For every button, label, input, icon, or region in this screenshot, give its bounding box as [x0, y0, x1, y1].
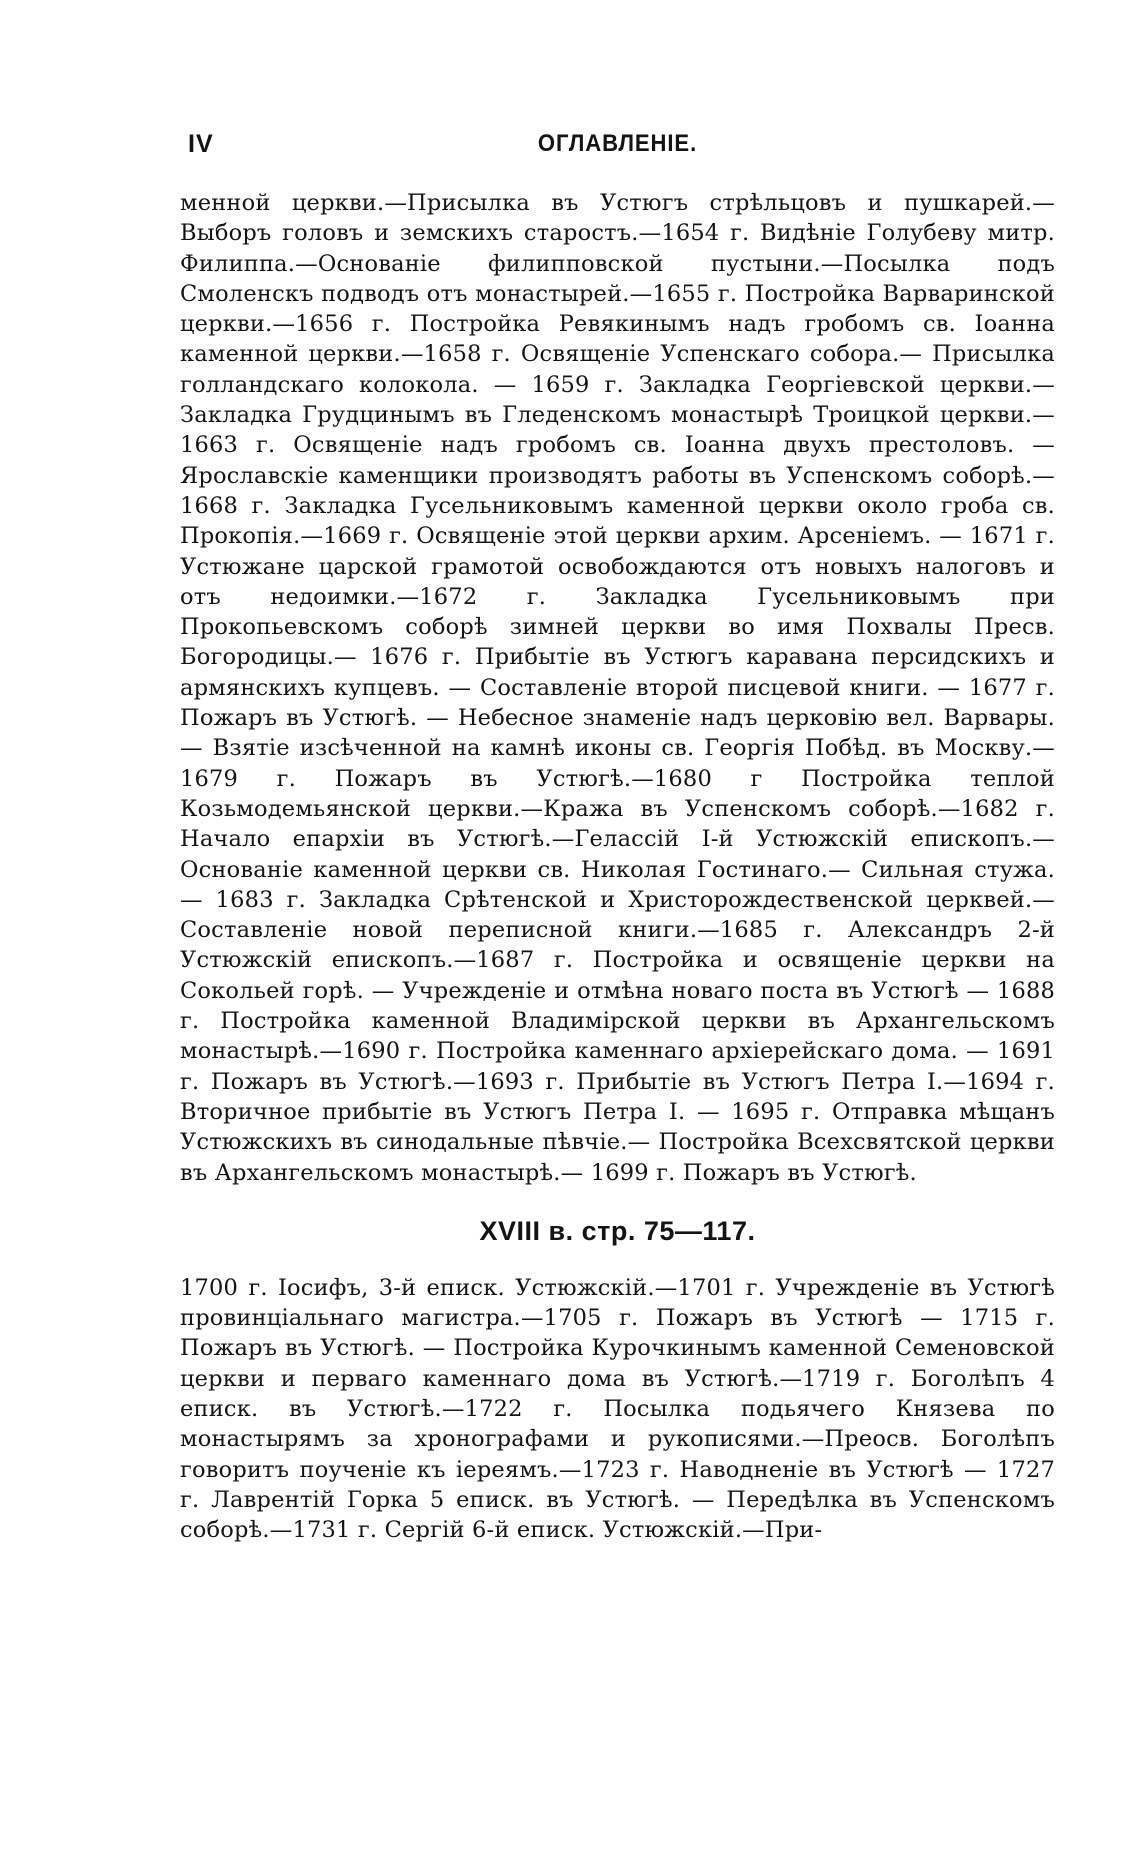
- running-title: ОГЛАВЛЕНІЕ.: [537, 130, 698, 157]
- section-heading-18th-century: XVIII в. стр. 75—117.: [479, 1215, 756, 1246]
- contents-paragraph-18th-century: 1700 г. Іосифъ, 3-й еписк. Устюжскій.—1701 г. Учрежденіе въ Устюгѣ провинціальнаго магистра.—1705 г. Пожаръ въ Устюгѣ — 1715 г. Пожаръ въ Устюгѣ. — Постройка Курочкинымъ каменной Семеновской церкви и перваго каменнаго дома въ Устюгѣ.—1719 г. Боголѣпъ 4 еписк. въ Устюгѣ.—1722 г. Посылка подьячего Князева по монастырямъ за хронографами и рукописями.—Преосв. Боголѣпъ говоритъ поученіе къ іереямъ.—1723 г. Наводненіе въ Устюгѣ — 1727 г. Лаврентій Горка 5 еписк. въ Устюгѣ. — Передѣлка въ Успенскомъ соборѣ.—1731 г. Сергій 6-й еписк. Устюжскій.—При-: [180, 1274, 1055, 1544]
- document-page: [180, 130, 1055, 1545]
- contents-paragraph-17th-century: менной церкви.—Присылка въ Устюгъ стрѣльцовъ и пушкарей.— Выборъ головъ и земскихъ старостъ.—1654 г. Видѣніе Голубеву митр. Филиппа.—Основаніе филипповской пустыни.—Посылка подъ Смоленскъ подводъ отъ монастырей.—1655 г. Постройка Варваринской церкви.—1656 г. Постройка Ревякинымъ надъ гробомъ св. Іоанна каменной церкви.—1658 г. Освященіе Успенскаго собора.— Присылка голландскаго колокола. — 1659 г. Закладка Георгіевской церкви.—Закладка Грудцинымъ въ Гледенскомъ монастырѣ Троицкой церкви.—1663 г. Освященіе надъ гробомъ св. Іоанна двухъ престоловъ. — Ярославскіе каменщики производятъ работы въ Успенскомъ соборѣ.—1668 г. Закладка Гусельниковымъ каменной церкви около гроба св. Прокопія.—1669 г. Освященіе этой церкви архим. Арсеніемъ. — 1671 г. Устюжане царской грамотой освобождаются отъ новыхъ налоговъ и отъ недоимки.—1672 г. Закладка Гусельниковымъ при Прокопьевскомъ соборѣ зимней церкви во имя Похвалы Пресв. Богородицы.— 1676 г. Прибытіе въ Устюгъ каравана персидскихъ и армянскихъ купцевъ. — Составленіе второй писцевой книги. — 1677 г. Пожаръ въ Устюгѣ. — Небесное знаменіе надъ церковію вел. Варвары. — Взятіе изсѣченной на камнѣ иконы св. Георгія Побѣд. въ Москву.—1679 г. Пожаръ въ Устюгѣ.—1680 г Постройка теплой Козьмодемьянской церкви.—Кража въ Успенскомъ соборѣ.—1682 г. Начало епархіи въ Устюгѣ.—Гелассій I-й Устюжскій епископъ.—Основаніе каменной церкви св. Николая Гостинаго.— Сильная стужа. — 1683 г. Закладка Срѣтенской и Христорождественской церквей.—Составленіе новой переписной книги.—1685 г. Александръ 2-й Устюжскій епископъ.—1687 г. Постройка и освященіе церкви на Сокольей горѣ. — Учрежденіе и отмѣна новаго поста въ Устюгѣ — 1688 г. Постройка каменной Владимірской церкви въ Архангельскомъ монастырѣ.—1690 г. Постройка каменнаго архіерейскаго дома. — 1691 г. Пожаръ въ Устюгѣ.—1693 г. Прибытіе въ Устюгъ Петра I.—1694 г. Вторичное прибытіе въ Устюгъ Петра I. — 1695 г. Отправка мѣщанъ Устюжскихъ въ синодальные пѣвчіе.— Постройка Всехсвятской церкви въ Архангельскомъ монастырѣ.— 1699 г. Пожаръ въ Устюгѣ.: [180, 190, 1055, 1186]
- page-number: IV: [188, 130, 214, 158]
- page-header: [180, 130, 1055, 170]
